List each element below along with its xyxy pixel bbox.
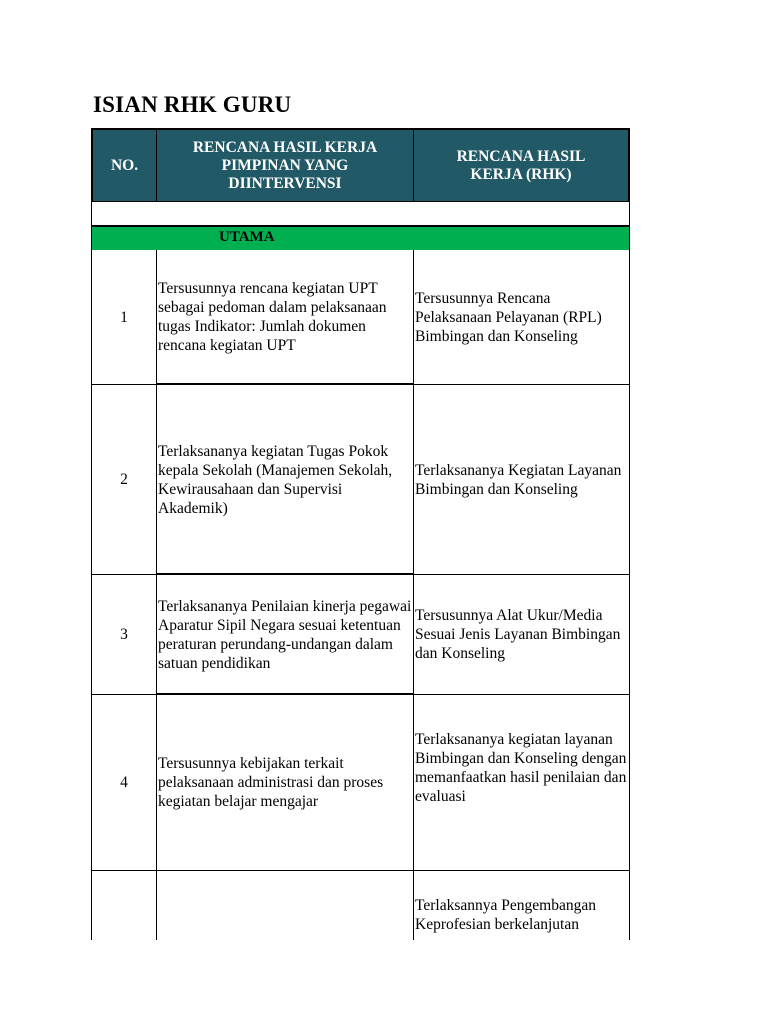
blank-row <box>91 202 630 227</box>
header-rhk <box>414 130 628 201</box>
rhk-cell <box>414 250 630 384</box>
rhk-pimpinan-cell <box>157 871 414 940</box>
document-title: ISIAN RHK GURU <box>93 92 292 117</box>
rhk-cell <box>414 871 630 940</box>
rhk-text: Terlaksananya kegiatan layanan Bimbingan dan Konseling dengan memanfaatkan hasil penilaian dan evaluasi <box>415 730 627 805</box>
header-no-label: NO. <box>110 156 139 174</box>
table-row <box>91 695 630 870</box>
row-number <box>91 871 157 940</box>
rhk-text: Terlaksannya Pengembangan Keprofesian berkelanjutan <box>415 897 596 933</box>
table-row <box>91 871 630 940</box>
row-number: 1 <box>91 250 157 384</box>
section-row-utama <box>91 227 630 250</box>
rhk-pimpinan-text: Tersusunnya kebijakan terkait pelaksanaan administrasi dan proses kegiatan belajar mengajar <box>158 755 384 810</box>
rhk-pimpinan-cell <box>157 695 414 870</box>
row-number: 3 <box>91 575 157 694</box>
rhk-pimpinan-cell <box>157 250 414 384</box>
header-rhk-label: RENCANA HASIL KERJA (RHK) <box>456 147 586 183</box>
header-rhk-pimpinan-label: RENCANA HASIL KERJA PIMPINAN YANG DIINTERVENSI <box>192 138 378 192</box>
rhk-pimpinan-text: Terlaksananya Penilaian kinerja pegawai Aparatur Sipil Negara sesuai ketentuan peraturan perundang-undangan dalam satuan pendidikan <box>158 597 412 672</box>
rhk-pimpinan-cell <box>157 575 414 694</box>
row-number: 2 <box>91 385 157 574</box>
rhk-text: Tersusunnya Rencana Pelaksanaan Pelayanan (RPL) Bimbingan dan Konseling <box>415 289 602 345</box>
row-number: 4 <box>91 695 157 870</box>
rhk-cell <box>414 695 630 870</box>
header-no <box>93 130 157 201</box>
rhk-pimpinan-text: Tersusunnya rencana kegiatan UPT sebagai pedoman dalam pelaksanaan tugas Indikator: Jumlah dokumen rencana kegiatan UPT <box>158 280 387 354</box>
rhk-pimpinan-text: Terlaksananya kegiatan Tugas Pokok kepala Sekolah (Manajemen Sekolah, Kewirausahaan dan Supervisi Akademik) <box>158 442 393 517</box>
header-rhk-pimpinan <box>157 130 414 201</box>
rhk-cell <box>414 385 630 574</box>
section-label: UTAMA <box>219 229 275 245</box>
rhk-text: Tersusunnya Alat Ukur/Media Sesuai Jenis Layanan Bimbingan dan Konseling <box>415 607 621 662</box>
table-row <box>91 575 630 694</box>
rhk-cell <box>414 575 630 694</box>
rhk-text: Terlaksananya Kegiatan Layanan Bimbingan dan Konseling <box>415 461 622 498</box>
table-row <box>91 385 630 574</box>
rhk-pimpinan-cell <box>157 385 414 574</box>
table-row <box>91 250 630 384</box>
